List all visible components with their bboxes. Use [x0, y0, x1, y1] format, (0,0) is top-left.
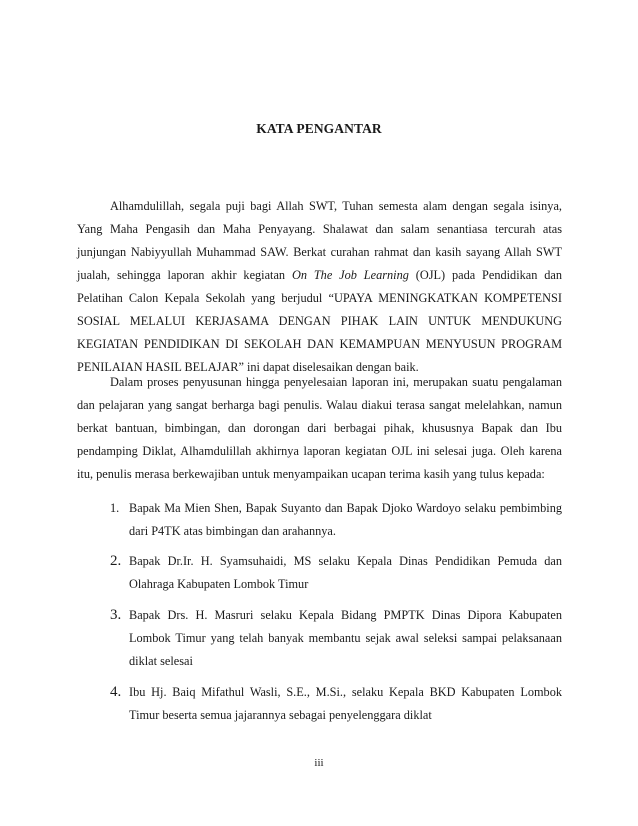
intro-paragraph-text-start: Alhamdulillah, segala puji bagi Allah SWT, Tuhan semesta alam dengan segala isinya, Yang Maha Pengasih dan Maha Penyayang. Shalawat dan salam senantiasa tercurah atas junjungan Nabiyyullah Muhammad SAW. Berkat curahan rahmat dan kasih sayang Allah SWT jualah, sehingga laporan akhir kegiatan [77, 199, 562, 282]
list-item [110, 604, 562, 673]
intro-paragraph-text-end: (OJL) pada Pendidikan dan Pelatihan Calon Kepala Sekolah yang berjudul “UPAYA MENINGKATKAN KOMPETENSI SOSIAL MELALUI KERJASAMA DENGAN PIHAK LAIN UNTUK MENDUKUNG KEGIATAN PENDIDIKAN DI SEKOLAH DAN KEMAMPUAN MENYUSUN PROGRAM PENILAIAN HASIL BELAJAR” ini dapat diselesaikan dengan baik. [77, 268, 562, 374]
list-item-number: 2. [110, 553, 122, 569]
list-item-text: Bapak Drs. H. Masruri selaku Kepala Bidang PMPTK Dinas Dipora Kabupaten Lombok Timur yang telah banyak membantu sejak awal seleksi sampai pelaksanaan diklat selesai [129, 608, 562, 668]
list-item-text: Bapak Dr.Ir. H. Syamsuhaidi, MS selaku Kepala Dinas Pendidikan Pemuda dan Olahraga Kabupaten Lombok Timur [129, 554, 562, 591]
list-item-number: 1. [110, 501, 120, 515]
page-title: KATA PENGANTAR [256, 121, 382, 136]
list-item [110, 497, 562, 543]
acknowledgement-paragraph: Dalam proses penyusunan hingga penyelesaian laporan ini, merupakan suatu pengalaman dan pelajaran yang sangat berharga bagi penulis. Walau diakui terasa sangat melelahkan, namun berkat bantuan, bimbingan, dan dorongan dari berbagai pihak, khususnya Bapak dan Ibu pendamping Diklat, Alhamdulillah akhirnya laporan kegiatan OJL ini selesai juga. Oleh karena itu, penulis merasa berkewajiban untuk menyampaikan ucapan terima kasih yang tulus kepada: [77, 375, 562, 481]
list-item [110, 681, 562, 727]
intro-paragraph [77, 195, 562, 379]
list-item [110, 550, 562, 596]
list-item-number: 3. [110, 607, 122, 623]
list-item-text: Ibu Hj. Baiq Mifathul Wasli, S.E., M.Si., selaku Kepala BKD Kabupaten Lombok Timur beserta semua jajarannya sebagai penyelenggara diklat [129, 685, 562, 722]
intro-paragraph-italic-term: On The Job Learning [291, 268, 409, 282]
list-item-text: Bapak Ma Mien Shen, Bapak Suyanto dan Bapak Djoko Wardoyo selaku pembimbing dari P4TK atas bimbingan dan arahannya. [129, 501, 562, 538]
list-item-number: 4. [110, 684, 122, 700]
page-number: iii [314, 757, 324, 769]
